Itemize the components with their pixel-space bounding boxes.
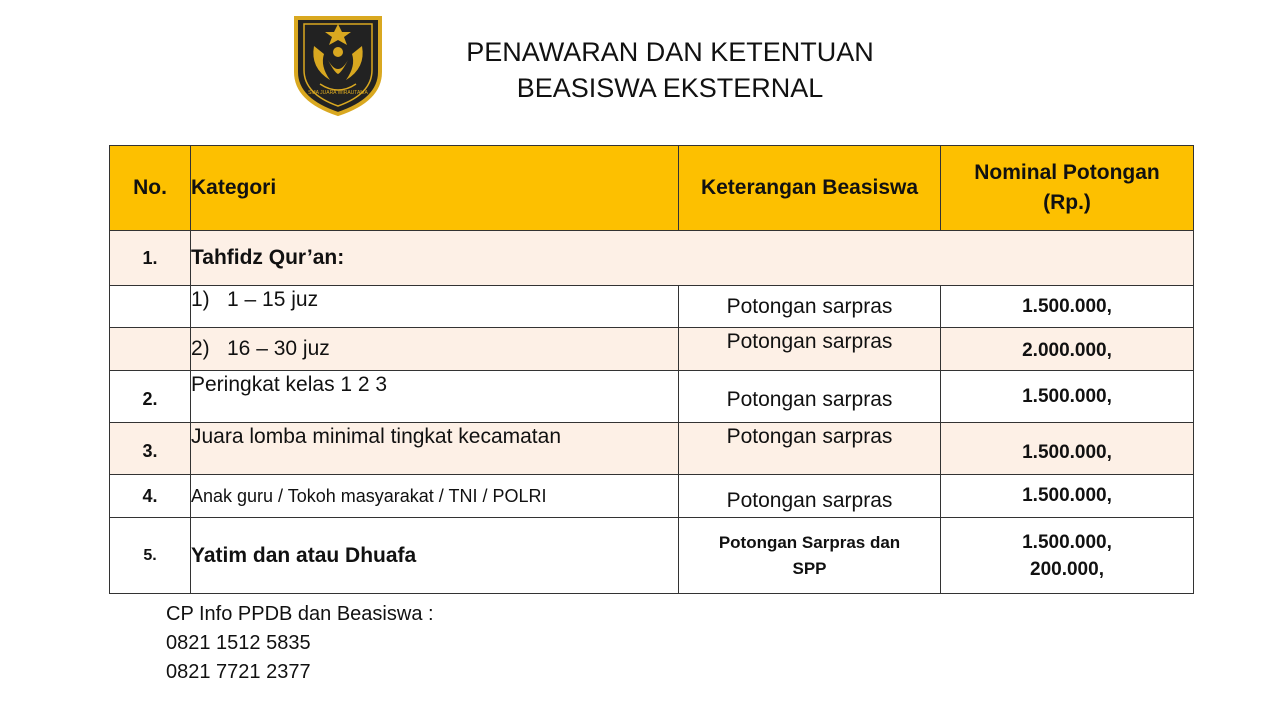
row-nominal: 1.500.000, [941, 475, 1194, 518]
school-logo [290, 10, 386, 118]
row-number: 1. [110, 231, 191, 286]
contact-phone-1: 0821 1512 5835 [166, 632, 311, 654]
keterangan-line2: SPP [792, 558, 827, 578]
row-keterangan: Potongan sarpras [679, 371, 941, 423]
row-number-empty [110, 328, 191, 371]
contact-phone-2: 0821 7721 2377 [166, 661, 311, 683]
col-header-kategori: Kategori [191, 146, 679, 231]
table-header-row [110, 146, 1194, 231]
row-nominal: 1.500.000, [941, 286, 1194, 328]
scholarship-table [109, 145, 1194, 594]
contact-info [166, 600, 434, 687]
nominal-line1: 1.500.000, [1022, 531, 1112, 553]
sub-item-number: 1) [191, 288, 210, 311]
row-category: Juara lomba minimal tingkat kecamatan [191, 423, 679, 475]
row-nominal [941, 518, 1194, 594]
row-number-empty [110, 286, 191, 328]
table-row [110, 371, 1194, 423]
row-keterangan: Potongan sarpras [679, 475, 941, 518]
contact-label: CP Info PPDB dan Beasiswa : [166, 603, 434, 625]
sub-item-label: 16 – 30 juz [227, 337, 330, 360]
table-row [110, 475, 1194, 518]
row-keterangan: Potongan sarpras [679, 328, 941, 371]
page-title [420, 34, 920, 106]
row-nominal: 1.500.000, [941, 371, 1194, 423]
row-keterangan [679, 518, 941, 594]
keterangan-line1: Potongan Sarpras dan [718, 532, 901, 552]
svg-text:SMA JUARA WIRAUTAMA: SMA JUARA WIRAUTAMA [308, 90, 368, 96]
col-header-nominal-line1: Nominal Potongan [974, 161, 1160, 184]
col-header-nominal-line2: (Rp.) [1043, 191, 1091, 214]
col-header-no: No. [110, 146, 191, 231]
row-number: 4. [110, 475, 191, 518]
table-row [110, 423, 1194, 475]
row-keterangan: Potongan sarpras [679, 286, 941, 328]
nominal-line2: 200.000, [1030, 558, 1104, 580]
sub-item-number: 2) [191, 337, 210, 360]
row-category: Anak guru / Tokoh masyarakat / TNI / POLRI [191, 475, 679, 518]
row-number: 5. [110, 518, 191, 594]
row-keterangan: Potongan sarpras [679, 423, 941, 475]
col-header-keterangan: Keterangan Beasiswa [679, 146, 941, 231]
col-header-nominal [941, 146, 1194, 231]
row-number: 2. [110, 371, 191, 423]
row-category: Yatim dan atau Dhuafa [191, 518, 679, 594]
row-category [191, 286, 679, 328]
row-category: Tahfidz Qur’an: [191, 231, 1194, 286]
title-line-2: BEASISWA EKSTERNAL [516, 73, 824, 103]
row-nominal: 2.000.000, [941, 328, 1194, 371]
table-row [110, 286, 1194, 328]
title-line-1: PENAWARAN DAN KETENTUAN [466, 37, 874, 67]
row-number: 3. [110, 423, 191, 475]
row-category [191, 328, 679, 371]
table-row [110, 328, 1194, 371]
table-row [110, 231, 1194, 286]
sub-item-label: 1 – 15 juz [227, 288, 319, 311]
row-category: Peringkat kelas 1 2 3 [191, 371, 679, 423]
table-row [110, 518, 1194, 594]
row-nominal: 1.500.000, [941, 423, 1194, 475]
